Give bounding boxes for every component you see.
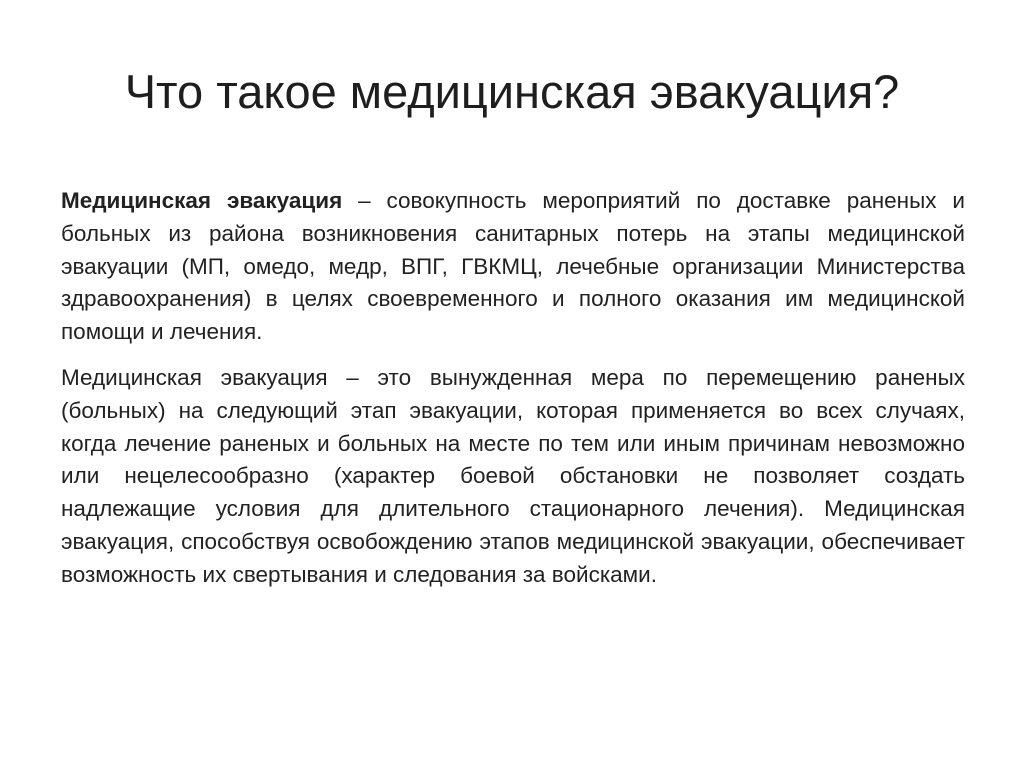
definition-text: – совокупность мероприятий по доставке раненых и больных из района возникновения санитарных потерь на этапы медицинской эвакуации (МП, омедо, медр, ВПГ, ГВКМЦ, лечебные организации Министерства здравоохранения) в целях своевременного и полного оказания им медицинской помощи и лечения.: [61, 188, 965, 345]
slide-title: Что такое медицинская эвакуация?: [124, 65, 900, 118]
definition-paragraph: [61, 185, 965, 349]
slide-content: [61, 185, 965, 605]
explanation-paragraph: Медицинская эвакуация – это вынужденная мера по перемещению раненых (больных) на следующий этап эвакуации, которая применяется во всех случаях, когда лечение раненых и больных на месте по тем или иным причинам невозможно или нецелесообразно (характер боевой обстановки не позволяет создать надлежащие условия для длительного стационарного лечения). Медицинская эвакуация, способствуя освобождению этапов медицинской эвакуации, обеспечивает возможность их свертывания и следования за войсками.: [61, 364, 965, 587]
definition-term: Медицинская эвакуация: [61, 188, 343, 213]
